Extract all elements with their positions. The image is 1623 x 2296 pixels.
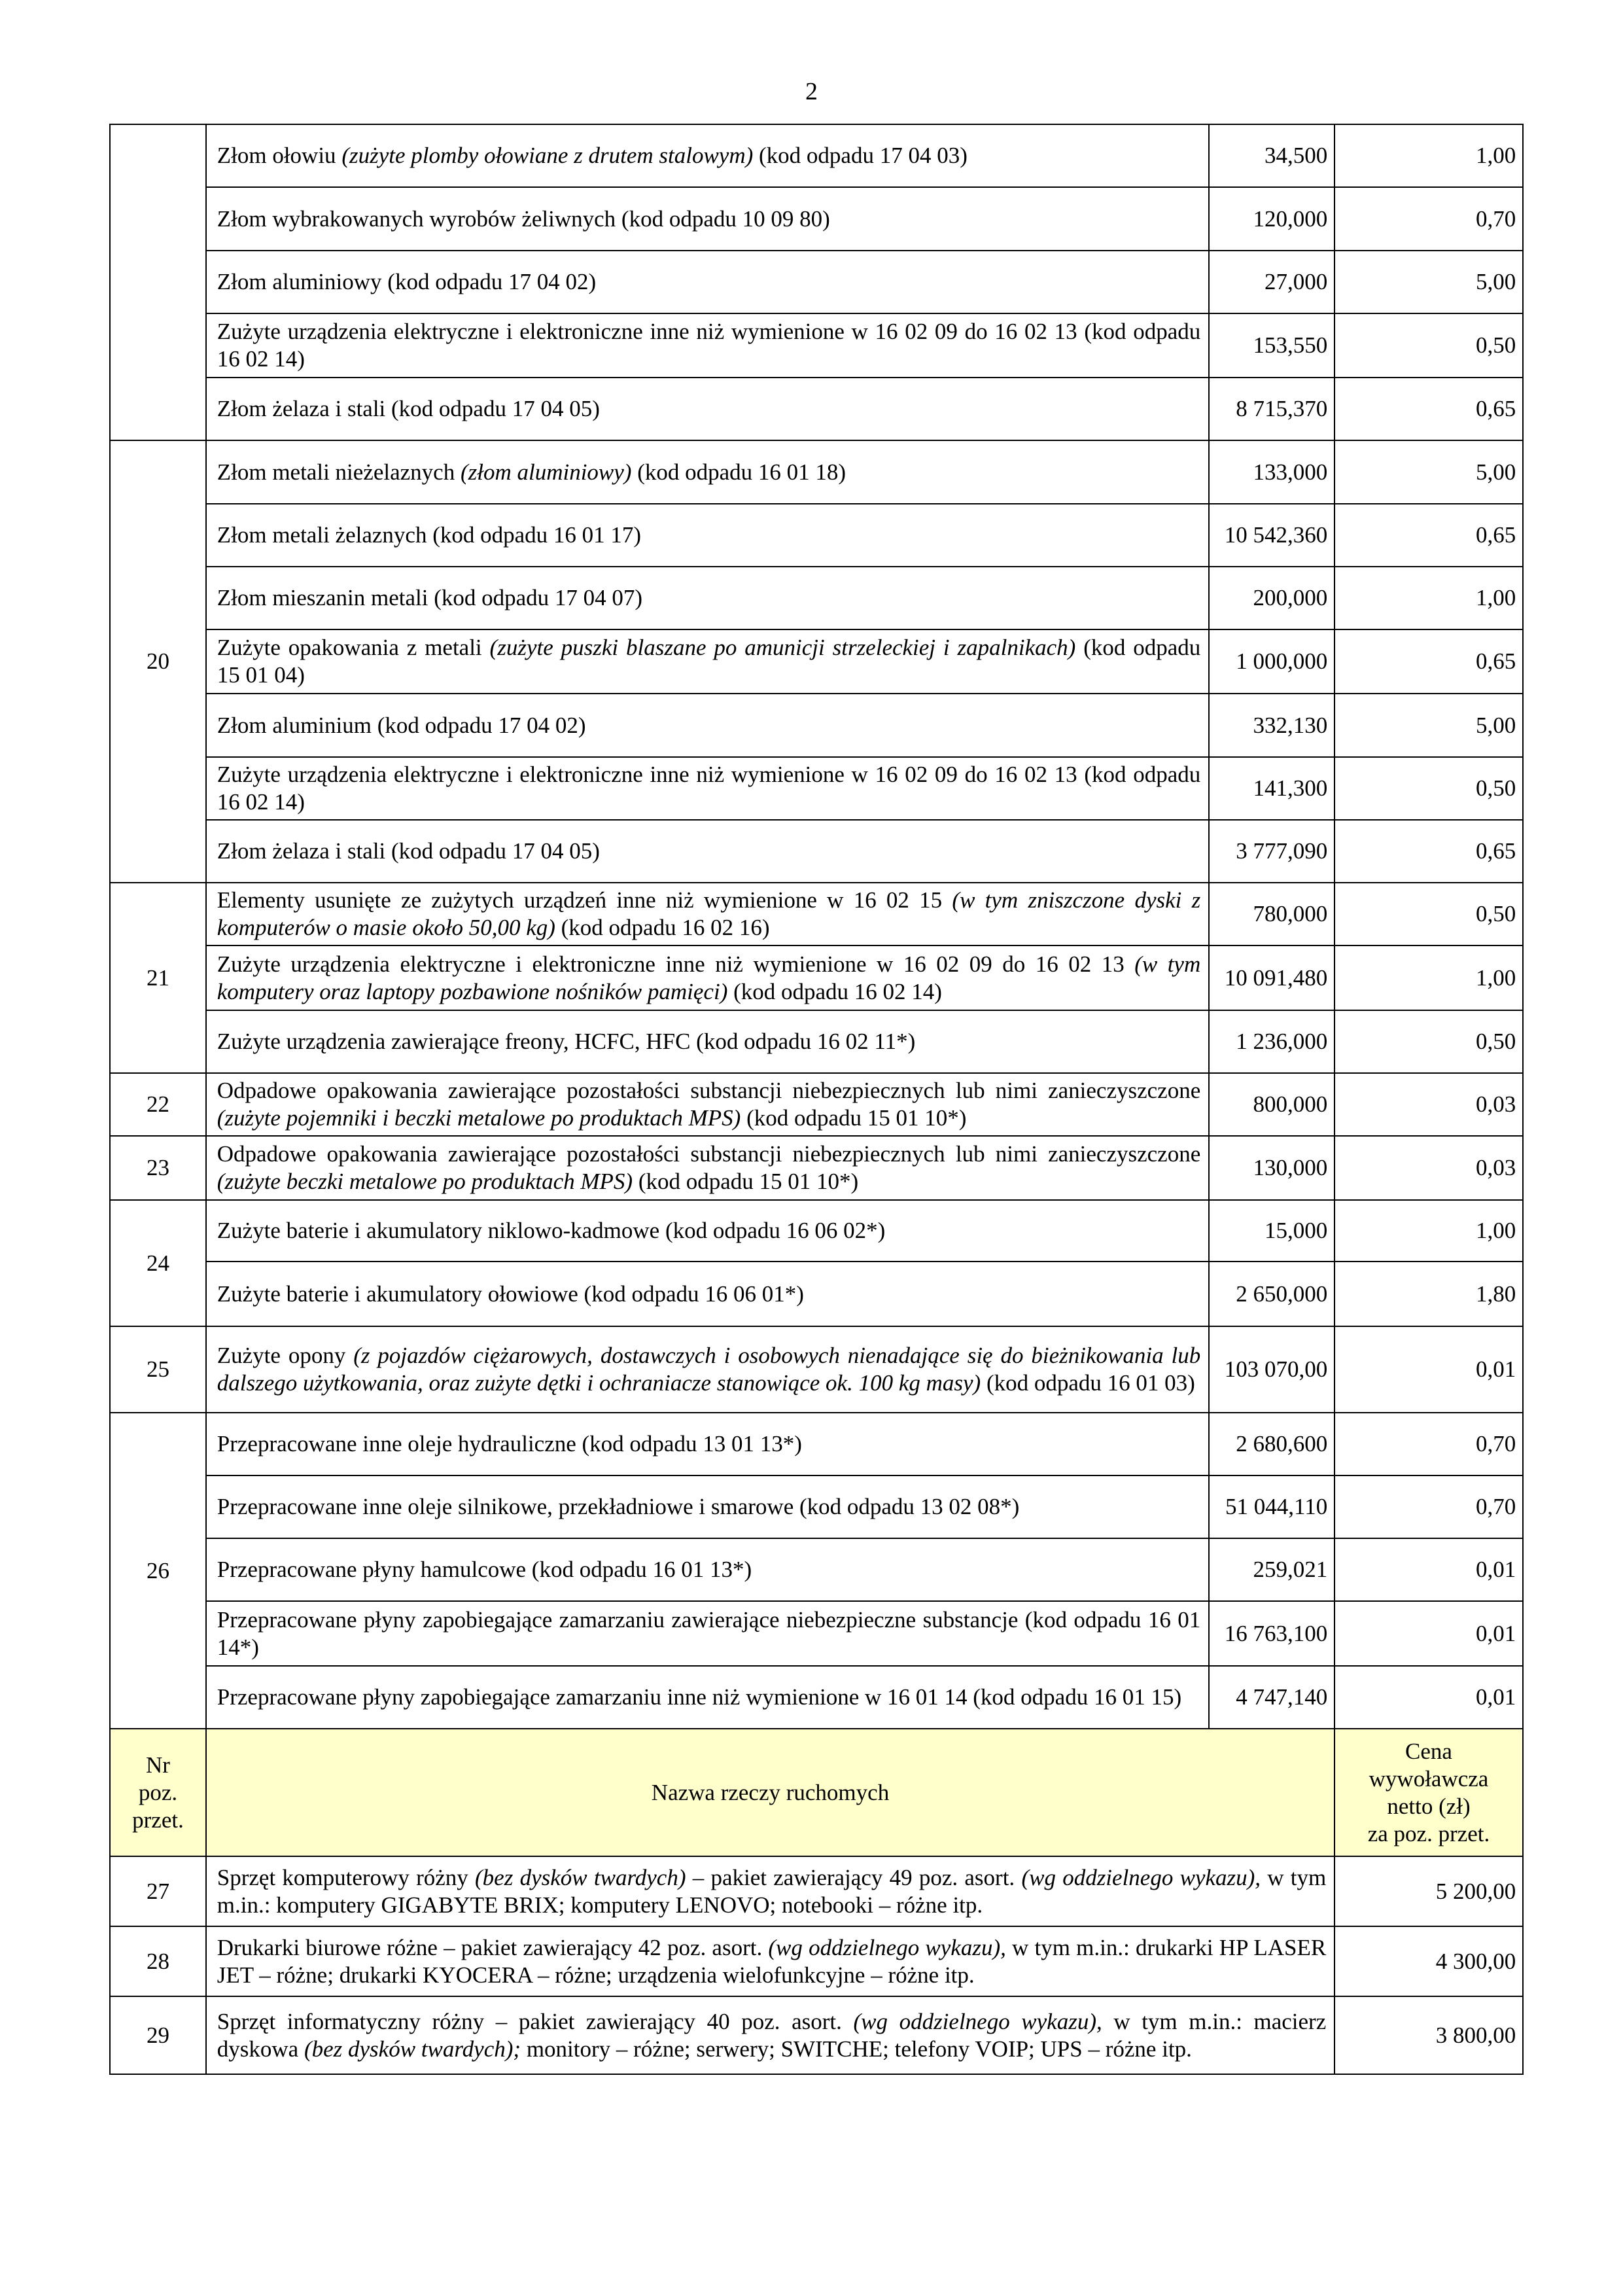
item-description (217, 318, 1201, 373)
description-text: Zużyte baterie i akumulatory ołowiowe (kod odpadu 16 06 01*) (217, 1280, 804, 1307)
waste-code: (kod odpadu 15 01 04) (217, 635, 1201, 688)
header-nr-label: Nr (146, 1752, 170, 1778)
package-description-cell (205, 1926, 1336, 1998)
quantity-cell: 34,500 (1208, 124, 1336, 188)
price-cell: 0,50 (1334, 882, 1524, 947)
item-number-cell (109, 1199, 207, 1328)
description-text: Złom metali nieżelaznych (217, 459, 461, 485)
item-description-cell (205, 566, 1210, 631)
description-note: (bez dysków twardych) (475, 1864, 686, 1890)
quantity-cell: 1 000,000 (1208, 629, 1336, 695)
item-description-cell (205, 1665, 1210, 1730)
item-description (217, 1140, 1201, 1195)
item-description-cell (205, 250, 1210, 315)
quantity-cell: 10 542,360 (1208, 503, 1336, 568)
price-cell: 0,03 (1334, 1135, 1524, 1201)
description-text: Zużyte opakowania z metali (217, 635, 490, 660)
price-cell: 5,00 (1334, 250, 1524, 315)
description-text: Złom wybrakowanych wyrobów żeliwnych (kod odpadu 10 09 80) (217, 205, 830, 232)
item-description-cell (205, 313, 1210, 379)
item-description (217, 1217, 1201, 1245)
package-description-cell (205, 1856, 1336, 1928)
quantity-cell: 133,000 (1208, 440, 1336, 505)
package-price-cell: 3 800,00 (1334, 1996, 1524, 2075)
price-cell: 1,00 (1334, 945, 1524, 1012)
item-description (217, 887, 1201, 942)
item-description (217, 1077, 1201, 1132)
price-cell: 0,01 (1334, 1326, 1524, 1414)
price-cell: 1,00 (1334, 124, 1524, 188)
description-text: Elementy usunięte ze zużytych urządzeń inne niż wymienione w 16 02 15 (217, 887, 952, 913)
item-number-cell (109, 1412, 207, 1730)
price-cell: 0,50 (1334, 756, 1524, 821)
header-nr-label: poz. (138, 1779, 178, 1805)
waste-code: (kod odpadu 17 04 03) (753, 143, 968, 168)
item-number: 25 (147, 1356, 169, 1382)
waste-items-table (110, 124, 1523, 2074)
item-description-cell (205, 1412, 1210, 1477)
quantity-cell: 120,000 (1208, 186, 1336, 252)
item-description (217, 1028, 1201, 1055)
description-text: w tym m.in.: macierz dyskowa (217, 2008, 1327, 2062)
item-number: 24 (147, 1250, 169, 1276)
description-note: (zużyte pojemniki i beczki metalowe po produktach MPS) (217, 1105, 741, 1131)
description-text: Zużyte urządzenia elektryczne i elektroniczne inne niż wymienione w 16 02 09 do 16 02 13 (kod odpadu 16 02 14) (217, 319, 1201, 372)
quantity-cell: 141,300 (1208, 756, 1336, 821)
item-description (217, 205, 1201, 233)
description-text: Złom metali żelaznych (kod odpadu 16 01 17) (217, 522, 642, 548)
waste-code: (kod odpadu 16 02 14) (727, 978, 942, 1004)
price-cell: 0,65 (1334, 629, 1524, 695)
quantity-cell: 15,000 (1208, 1199, 1336, 1263)
description-text: Przepracowane inne oleje hydrauliczne (kod odpadu 13 01 13*) (217, 1431, 802, 1457)
header-price-label: netto (zł) (1387, 1793, 1471, 1819)
item-description (217, 395, 1201, 423)
quantity-cell: 8 715,370 (1208, 377, 1336, 442)
price-cell: 0,65 (1334, 503, 1524, 568)
quantity-cell: 780,000 (1208, 882, 1336, 947)
item-description (217, 1556, 1201, 1583)
description-text: Przepracowane płyny hamulcowe (kod odpadu 16 01 13*) (217, 1557, 752, 1582)
description-text: Złom mieszanin metali (kod odpadu 17 04 07) (217, 585, 643, 610)
waste-code: (kod odpadu 15 01 10*) (633, 1169, 859, 1194)
package-number-cell: 27 (109, 1856, 207, 1928)
price-cell: 1,00 (1334, 566, 1524, 631)
package-description (217, 2008, 1327, 2063)
description-text: monitory – różne; serwery; SWITCHE; telefony VOIP; UPS – różne itp. (521, 2036, 1192, 2062)
package-number-cell: 29 (109, 1996, 207, 2075)
description-text: w tym m.in.: komputery GIGABYTE BRIX; komputery LENOVO; notebooki – różne itp. (217, 1864, 1327, 1918)
header-name-cell: Nazwa rzeczy ruchomych (205, 1728, 1336, 1858)
description-text: Odpadowe opakowania zawierające pozostałości substancji niebezpiecznych lub nimi zanieczyszczone (217, 1078, 1201, 1103)
description-note: (bez dysków twardych); (304, 2036, 521, 2062)
description-text: Sprzęt komputerowy różny (217, 1864, 476, 1890)
price-cell: 0,50 (1334, 1010, 1524, 1074)
description-text: Odpadowe opakowania zawierające pozostałości substancji niebezpiecznych lub nimi zanieczyszczone (217, 1141, 1201, 1167)
item-number-cell (109, 1326, 207, 1414)
item-number: 26 (147, 1557, 169, 1583)
item-number: 20 (147, 648, 169, 674)
description-text: – pakiet zawierający 49 poz. asort. (686, 1864, 1022, 1890)
item-number-cell (109, 882, 207, 1074)
package-description (217, 1934, 1327, 1989)
quantity-cell: 3 777,090 (1208, 819, 1336, 884)
price-cell: 1,00 (1334, 1199, 1524, 1263)
description-text: Zużyte opony (217, 1343, 354, 1368)
quantity-cell: 332,130 (1208, 693, 1336, 758)
item-description-cell (205, 1010, 1210, 1074)
description-note: (złom aluminiowy) (460, 459, 632, 485)
package-description (217, 1864, 1327, 1919)
header-price-label: wywoławcza (1369, 1765, 1489, 1792)
item-description-cell (205, 503, 1210, 568)
quantity-cell: 2 680,600 (1208, 1412, 1336, 1477)
item-description (217, 1280, 1201, 1308)
description-text: Złom żelaza i stali (kod odpadu 17 04 05) (217, 396, 600, 421)
item-number: 22 (147, 1091, 169, 1117)
item-description (217, 838, 1201, 865)
description-text: Zużyte urządzenia elektryczne i elektroniczne inne niż wymienione w 16 02 09 do 16 02 13 (217, 951, 1135, 977)
quantity-cell: 51 044,110 (1208, 1475, 1336, 1540)
waste-code: (kod odpadu 16 01 03) (981, 1370, 1195, 1396)
item-description (217, 1684, 1201, 1711)
item-description-cell (205, 1326, 1210, 1414)
item-description (217, 1342, 1201, 1397)
item-description (217, 459, 1201, 486)
price-cell: 0,65 (1334, 377, 1524, 442)
item-description-cell (205, 1261, 1210, 1328)
description-note: (zużyte beczki metalowe po produktach MPS) (217, 1169, 633, 1194)
price-cell: 0,01 (1334, 1538, 1524, 1602)
item-description-cell (205, 377, 1210, 442)
item-description-cell (205, 629, 1210, 695)
description-text: Zużyte urządzenia elektryczne i elektroniczne inne niż wymienione w 16 02 09 do 16 02 13 (kod odpadu 16 02 14) (217, 762, 1201, 815)
quantity-cell: 130,000 (1208, 1135, 1336, 1201)
description-text: Złom żelaza i stali (kod odpadu 17 04 05) (217, 838, 600, 864)
description-text: Złom aluminiowy (kod odpadu 17 04 02) (217, 269, 597, 294)
description-text: Drukarki biurowe różne – pakiet zawierający 42 poz. asort. (217, 1934, 769, 1960)
description-note: (w tym komputery oraz laptopy pozbawione nośników pamięci) (217, 951, 1201, 1004)
item-number: 23 (147, 1155, 169, 1180)
waste-code: (kod odpadu 16 02 16) (555, 915, 770, 940)
header-nr-cell (109, 1728, 207, 1858)
quantity-cell: 259,021 (1208, 1538, 1336, 1602)
item-description (217, 268, 1201, 296)
page-number: 2 (805, 78, 818, 105)
price-cell: 5,00 (1334, 693, 1524, 758)
price-cell: 0,70 (1334, 186, 1524, 252)
description-text: Przepracowane płyny zapobiegające zamarzaniu inne niż wymienione w 16 01 14 (kod odpadu 16 01 15) (217, 1684, 1182, 1710)
item-description (217, 584, 1201, 612)
item-description (217, 142, 1201, 169)
item-description (217, 634, 1201, 689)
header-price-label: Cena (1405, 1738, 1452, 1764)
item-description-cell (205, 1135, 1210, 1201)
quantity-cell: 800,000 (1208, 1072, 1336, 1137)
description-note: (wg oddzielnego wykazu), (853, 2008, 1102, 2034)
item-description-cell (205, 1072, 1210, 1137)
price-cell: 5,00 (1334, 440, 1524, 505)
item-description-cell (205, 756, 1210, 821)
item-number-cell (109, 124, 207, 442)
header-price-label: za poz. przet. (1367, 1820, 1490, 1846)
description-text: Zużyte urządzenia zawierające freony, HCFC, HFC (kod odpadu 16 02 11*) (217, 1029, 916, 1054)
price-cell: 1,80 (1334, 1261, 1524, 1328)
waste-code: (kod odpadu 15 01 10*) (741, 1105, 967, 1131)
price-cell: 0,70 (1334, 1475, 1524, 1540)
description-text: Sprzęt informatyczny różny – pakiet zawierający 40 poz. asort. (217, 2008, 854, 2034)
quantity-cell: 10 091,480 (1208, 945, 1336, 1012)
quantity-cell: 103 070,00 (1208, 1326, 1336, 1414)
package-description-cell (205, 1996, 1336, 2075)
description-note: (zużyte plomby ołowiane z drutem stalowym) (341, 143, 754, 168)
package-price-cell: 4 300,00 (1334, 1926, 1524, 1998)
package-price-cell: 5 200,00 (1334, 1856, 1524, 1928)
item-description-cell (205, 819, 1210, 884)
price-cell: 0,50 (1334, 313, 1524, 379)
item-description-cell (205, 124, 1210, 188)
item-description-cell (205, 1475, 1210, 1540)
quantity-cell: 27,000 (1208, 250, 1336, 315)
quantity-cell: 4 747,140 (1208, 1665, 1336, 1730)
package-number-cell: 28 (109, 1926, 207, 1998)
item-description (217, 521, 1201, 549)
quantity-cell: 16 763,100 (1208, 1600, 1336, 1667)
header-price-cell (1334, 1728, 1524, 1858)
description-note: (zużyte puszki blaszane po amunicji strzeleckiej i zapalnikach) (489, 635, 1076, 660)
quantity-cell: 2 650,000 (1208, 1261, 1336, 1328)
item-number-cell (109, 440, 207, 884)
price-cell: 0,70 (1334, 1412, 1524, 1477)
header-nr-label: przet. (132, 1807, 184, 1833)
item-description-cell (205, 440, 1210, 505)
item-description-cell (205, 186, 1210, 252)
item-description-cell (205, 1538, 1210, 1602)
description-note: (wg oddzielnego wykazu), (768, 1934, 1006, 1960)
price-cell: 0,01 (1334, 1665, 1524, 1730)
item-description-cell (205, 1600, 1210, 1667)
item-number-cell (109, 1072, 207, 1137)
description-text: Przepracowane płyny zapobiegające zamarzaniu zawierające niebezpieczne substancje (kod odpadu 16 01 14*) (217, 1606, 1201, 1660)
item-description-cell (205, 882, 1210, 947)
item-description-cell (205, 1199, 1210, 1263)
item-number-cell (109, 1135, 207, 1201)
description-note: (z pojazdów ciężarowych, dostawczych i osobowych nienadające się do bieżnikowania lub dalszego użytkowania, oraz zużyte dętki i ochraniacze stanowiące ok. 100 kg masy) (217, 1343, 1201, 1396)
quantity-cell: 153,550 (1208, 313, 1336, 379)
item-description (217, 761, 1201, 816)
price-cell: 0,03 (1334, 1072, 1524, 1137)
description-text: Zużyte baterie i akumulatory niklowo-kadmowe (kod odpadu 16 06 02*) (217, 1218, 886, 1243)
description-note: (w tym zniszczone dyski z komputerów o masie około 50,00 kg) (217, 887, 1201, 940)
item-description-cell (205, 945, 1210, 1012)
price-cell: 0,65 (1334, 819, 1524, 884)
description-text: Przepracowane inne oleje silnikowe, przekładniowe i smarowe (kod odpadu 13 02 08*) (217, 1494, 1020, 1519)
item-description (217, 1606, 1201, 1661)
item-description (217, 1493, 1201, 1521)
description-text: Złom aluminium (kod odpadu 17 04 02) (217, 712, 586, 738)
item-description (217, 951, 1201, 1006)
item-number: 21 (147, 964, 169, 991)
item-description (217, 1430, 1201, 1458)
price-cell: 0,01 (1334, 1600, 1524, 1667)
description-note: (wg oddzielnego wykazu), (1021, 1864, 1261, 1890)
description-text: w tym m.in.: drukarki HP LASER JET – różne; drukarki KYOCERA – różne; urządzenia wielofunkcyjne – różne itp. (217, 1934, 1327, 1988)
item-description-cell (205, 693, 1210, 758)
item-description (217, 712, 1201, 739)
quantity-cell: 200,000 (1208, 566, 1336, 631)
description-text: Złom ołowiu (217, 143, 342, 168)
waste-code: (kod odpadu 16 01 18) (631, 459, 846, 485)
quantity-cell: 1 236,000 (1208, 1010, 1336, 1074)
